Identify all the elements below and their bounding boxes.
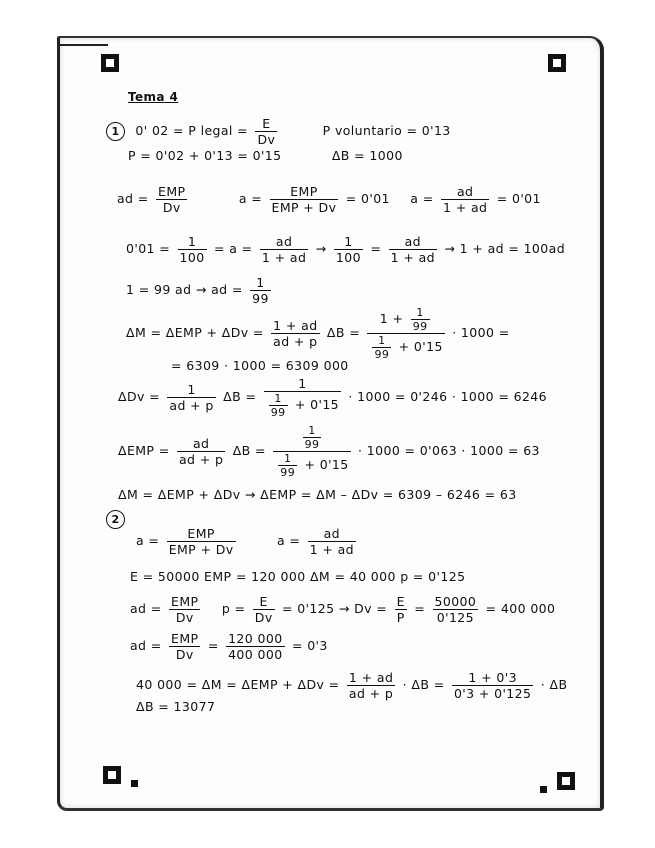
fraction: $\frac{ad}{1 + ad}$ [261,234,307,265]
ex1-line-10: ΔM = ΔEMP + ΔDv → ΔEMP = ΔM – ΔDv = 6309 – 6246 = 63 [118,487,517,502]
ex2-line-2: E = 50000 EMP = 120 000 ΔM = 40 000 p = 0'125 [130,569,466,584]
fraction: $\frac{1}{100}$ [335,234,361,265]
fraction: $\frac{ad}{1 + ad}$ [442,184,488,215]
compound-fraction: $\frac{1}{99}$ $\frac{1}{99}$ + 0'15 [273,424,350,479]
ex2-number-wrap [106,510,131,529]
ex1-number: 1 [106,122,125,141]
fraction: $\frac{1 + ad}{ad + p}$ [273,318,318,349]
ex1-line-1: 1 0' 02 = P legal = $\frac{E}{Dv}$ P voluntario = 0'13 [106,116,451,147]
fraction: $\frac{\text{EMP}}{\text{EMP + Dv}}$ [271,184,337,215]
fraction: $\frac{1}{100}$ [179,234,205,265]
corner-square-bottom-right [540,786,547,793]
compound-fraction: 1 $\frac{1}{99}$ + 0'15 [264,376,341,419]
fraction: $\frac{ad}{ad + p}$ [179,436,224,467]
ex1-line-3: ad = $\frac{\text{EMP}}{Dv}$ a = $\frac{\text{EMP}}{\text{EMP + Dv}}$ = 0'01 a = $\frac{ad}{1 + ad}$ = 0'01 [117,184,541,215]
fraction: $\frac{120 000}{400 000}$ [228,631,283,662]
ex1-line-6: ΔM = ΔEMP + ΔDv = $\frac{1 + ad}{ad + p}$ ΔB = 1 + $\frac{1}{99}$ $\frac{1}{99}$ + 0'15 · 1000 = [126,306,510,361]
ex2-line-4: ad = $\frac{\text{EMP}}{Dv}$ = $\frac{120 000}{400 000}$ = 0'3 [130,631,328,662]
corner-square-bottom-left [131,780,138,787]
fraction: $\frac{1}{99}$ [252,275,269,306]
fraction: $\frac{\text{EMP}}{Dv}$ [171,631,199,662]
fraction: $\frac{E}{P}$ [396,594,405,625]
ex1-line-8: ΔDv = $\frac{1}{ad + p}$ ΔB = 1 $\frac{1}{99}$ + 0'15 · 1000 = 0'246 · 1000 = 6246 [118,376,548,419]
fraction: $\frac{50000}{0'125}$ [434,594,477,625]
compound-fraction: 1 + $\frac{1}{99}$ $\frac{1}{99}$ + 0'15 [367,306,444,361]
ex2-line-3: ad = $\frac{\text{EMP}}{Dv}$ p = $\frac{E}{Dv}$ = 0'125 → Dv = $\frac{E}{P}$ = $\frac{50000}{0'125}$ = 400 000 [130,594,556,625]
corner-marker-top-right [548,54,566,72]
fraction: $\frac{ad}{1 + ad}$ [390,234,435,265]
ex1-line-2: P = 0'02 + 0'13 = 0'15 ΔB = 1000 [128,148,403,163]
ex1-line-4: 0'01 = $\frac{1}{100}$ = a = $\frac{ad}{1 + ad}$ → $\frac{1}{100}$ = $\frac{ad}{1 + ad}$ → 1 + ad = 100ad [126,234,566,265]
page-edge-line [58,44,108,46]
ex1-line-7: = 6309 · 1000 = 6309 000 [171,358,349,373]
fraction: $\frac{\text{EMP}}{\text{EMP + Dv}}$ [168,526,234,557]
fraction: $\frac{1}{ad + p}$ [169,382,214,413]
ex2-line-5: 40 000 = ΔM = ΔEMP + ΔDv = $\frac{1 + ad}{ad + p}$ · ΔB = $\frac{1 + 0'3}{0'3 + 0'125}$ · ΔB [136,670,568,701]
corner-marker-bottom-left [103,766,121,784]
fraction: $\frac{ad}{1 + ad}$ [309,526,354,557]
corner-marker-bottom-right [557,772,575,790]
fraction: $\frac{E}{Dv}$ [257,116,276,147]
corner-marker-top-left [101,54,119,72]
ex2-number: 2 [106,510,125,529]
ex1-line-5: 1 = 99 ad → ad = $\frac{1}{99}$ [126,275,269,306]
page-title: Tema 4 [128,90,179,104]
fraction: $\frac{\text{EMP}}{Dv}$ [171,594,199,625]
ex2-line-6: ΔB = 13077 [136,699,216,714]
ex2-line-1: a = $\frac{\text{EMP}}{\text{EMP + Dv}}$ a = $\frac{ad}{1 + ad}$ [136,526,354,557]
ex1-line-9: ΔEMP = $\frac{ad}{ad + p}$ ΔB = $\frac{1}{99}$ $\frac{1}{99}$ + 0'15 · 1000 = 0'063 · 1000 = 63 [118,424,540,479]
fraction: $\frac{1 + 0'3}{0'3 + 0'125}$ [453,670,532,701]
fraction: $\frac{\text{EMP}}{Dv}$ [158,184,186,215]
fraction: $\frac{E}{Dv}$ [254,594,273,625]
fraction: $\frac{1 + ad}{ad + p}$ [348,670,394,701]
